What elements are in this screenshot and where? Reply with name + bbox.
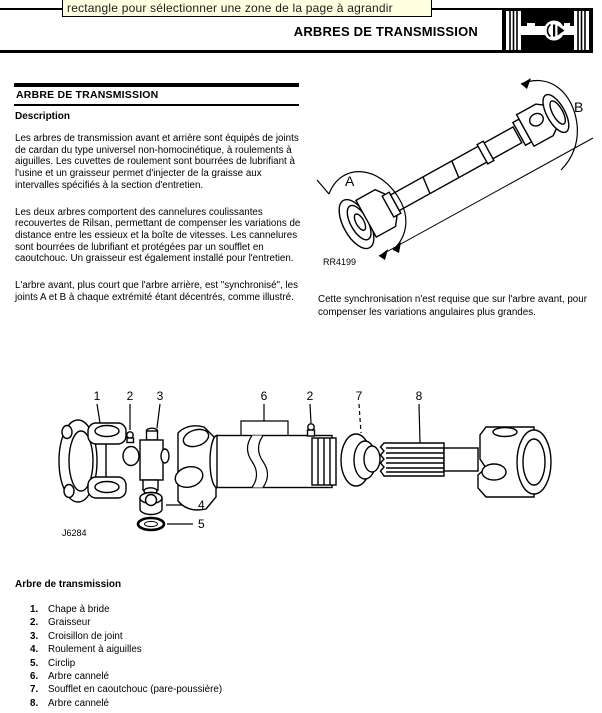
zoom-hint-tooltip: rectangle pour sélectionner une zone de la page à agrandir <box>62 0 432 17</box>
legend-item <box>30 683 222 696</box>
legend-item-number: 1. <box>30 604 39 615</box>
paragraph-3: L'arbre avant, plus court que l'arbre arrière, est "synchronisé", les joints A et B à chaque extrémité étant décentrés, comme illustré. <box>15 280 298 303</box>
legend-item-number: 8. <box>30 697 39 709</box>
legend-item-number: 2. <box>30 617 39 629</box>
figure-ref-rr4199: RR4199 <box>323 257 357 267</box>
callout-7: 7 <box>355 389 363 403</box>
section-heading: ARBRE DE TRANSMISSION <box>14 83 299 106</box>
legend-item <box>30 630 222 643</box>
driveline-axle-icon <box>502 8 593 53</box>
legend-item-number: 3. <box>30 630 39 642</box>
legend-item-label: Circlip <box>48 657 76 669</box>
page-title: ARBRES DE TRANSMISSION <box>293 24 478 39</box>
exploded-diagram-figure <box>0 385 602 563</box>
figure-note: Cette synchronisation n'est requise que sur l'arbre avant, pour compenser les variations angulaires plus grandes. <box>318 294 587 318</box>
legend-item-number: 5. <box>30 657 39 669</box>
propshaft-figure-svg <box>315 68 602 273</box>
callout-3: 3 <box>156 389 164 403</box>
legend-item <box>30 670 222 683</box>
legend-title: Arbre de transmission <box>15 579 122 590</box>
callout-8: 8 <box>415 389 423 403</box>
callout-B: B <box>574 99 584 115</box>
legend-item <box>30 657 222 670</box>
legend-item-label: Soufflet en caoutchouc (pare-poussière) <box>48 684 223 696</box>
propshaft-figure <box>315 68 602 273</box>
subsection-heading: Description <box>15 111 71 122</box>
legend-item-label: Chape à bride <box>48 604 110 615</box>
legend-item <box>30 697 222 710</box>
legend-item <box>30 643 222 656</box>
legend-item-label: Croisillon de joint <box>48 630 123 642</box>
figure-ref-j6284: J6284 <box>62 528 87 538</box>
callout-1: 1 <box>93 389 101 403</box>
paragraph-1: Les arbres de transmission avant et arrière sont équipés de joints de cardan du type universel non-homocinétique, à roulements à aiguilles. Les cuvettes de roulement sont bourrées de lubrifiant à l'usine et un graisseur permet d'injecter de la graisse aux intervalles spécifiés à la section d'entretien. <box>15 133 299 191</box>
driveline-axle-icon-svg <box>502 8 593 53</box>
legend-item-number: 6. <box>30 671 39 683</box>
legend-list <box>30 603 222 710</box>
exploded-diagram-svg <box>0 385 602 563</box>
header-bottom-rule <box>0 50 502 53</box>
callout-5: 5 <box>198 517 205 531</box>
legend-item-label: Roulement à aiguilles <box>48 644 142 656</box>
legend-item-label: Graisseur <box>48 617 91 629</box>
paragraph-2: Les deux arbres comportent des cannelures coulissantes recouvertes de Rilsan, permettant de compenser les variations de distance entre les essieux et la boîte de vitesses. Les cannelures sont bourrées de lubrifiant et protégées par un soufflet en caoutchouc. Un graisseur est également installé pour l'entretien. <box>15 206 301 265</box>
legend-item <box>30 603 222 616</box>
callout-6: 6 <box>260 389 268 403</box>
callout-4: 4 <box>198 498 205 512</box>
callout-2: 2 <box>126 389 134 403</box>
legend-item-label: Arbre cannelé <box>48 671 109 683</box>
callout-2b: 2 <box>306 389 314 403</box>
callout-A: A <box>345 173 355 189</box>
legend-item-number: 4. <box>30 644 39 656</box>
body-text-column <box>15 133 302 318</box>
legend-item <box>30 616 222 629</box>
legend-item-number: 7. <box>30 684 39 696</box>
legend-item-label: Arbre cannelé <box>48 697 109 709</box>
